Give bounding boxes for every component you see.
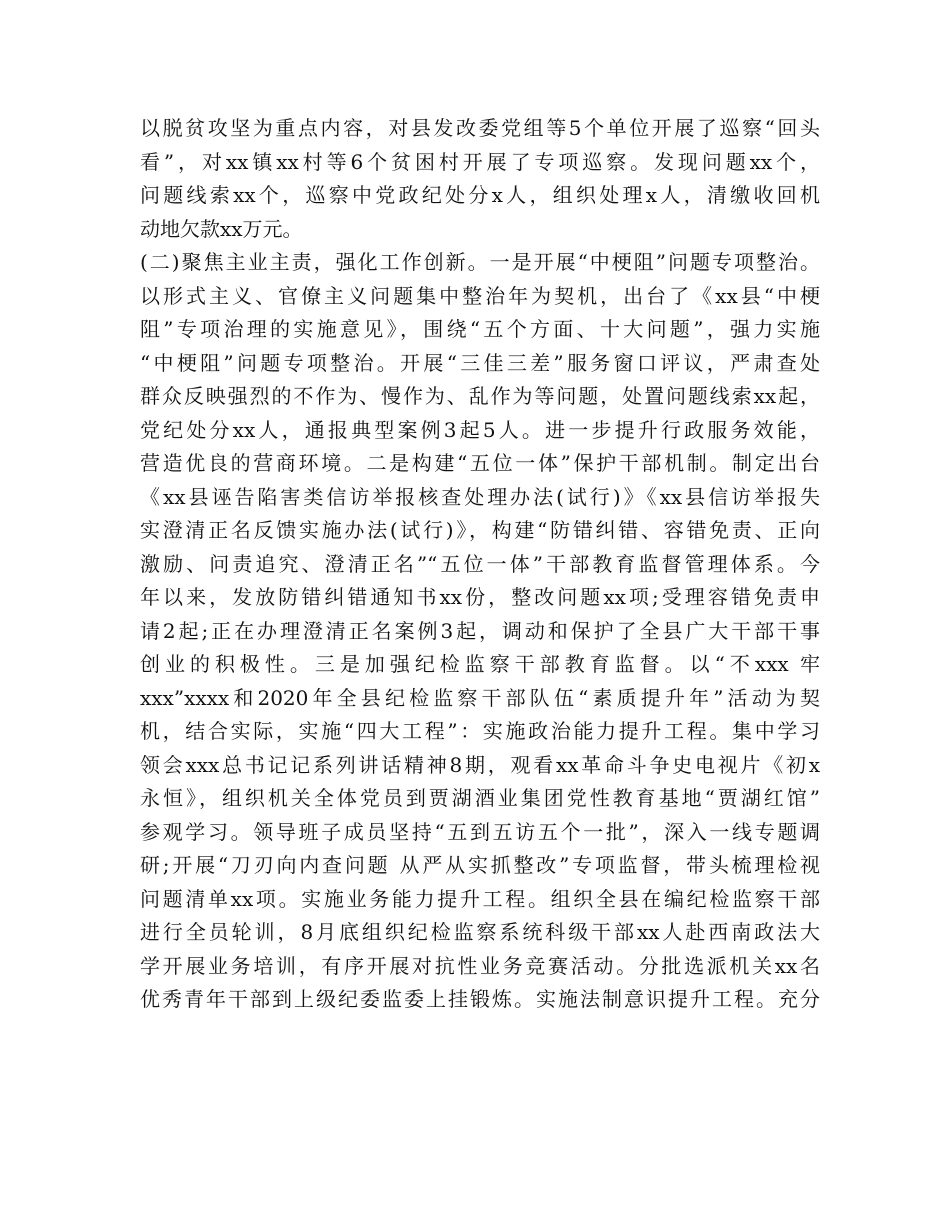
text-line: 问题清单xx项。实施业务能力提升工程。组织全县在编纪检监察干部 (140, 886, 820, 911)
text-line: 党纪处分xx人，通报典型案例3起5人。进一步提升行政服务效能， (140, 417, 820, 442)
text-line: 群众反映强烈的不作为、慢作为、乱作为等问题，处置问题线索xx起， (140, 384, 820, 408)
text-line: 创业的积极性。三是加强纪检监察干部教育监督。以“不xxx 牢 (140, 652, 820, 676)
text-line: 营造优良的营商环境。二是构建“五位一体”保护干部机制。制定出台 (140, 451, 820, 475)
text-line: 永恒》，组织机关全体党员到贾湖酒业集团党性教育基地“贾湖红馆” (140, 786, 820, 810)
text-line: 激励、问责追究、澄清正名”“五位一体”干部教育监督管理体系。今 (140, 551, 820, 576)
text-line: 看”，对xx镇xx村等6个贫困村开展了专项巡察。发现问题xx个， (140, 149, 820, 174)
body-text (140, 112, 820, 1017)
text-line: 问题线索xx个，巡察中党政纪处分x人，组织处理x人，清缴收回机 (140, 183, 820, 207)
text-line: 机，结合实际，实施“四大工程”：实施政治能力提升工程。集中学习 (140, 719, 820, 743)
text-line: 参观学习。领导班子成员坚持“五到五访五个一批”，深入一线专题调 (140, 819, 820, 844)
text-line: 以脱贫攻坚为重点内容，对县发改委党组等5个单位开展了巡察“回头 (140, 116, 820, 140)
text-line: 学开展业务培训，有序开展对抗性业务竞赛活动。分批选派机关xx名 (140, 953, 820, 978)
text-line: 动地欠款xx万元。 (140, 216, 303, 241)
text-line: 请2起;正在办理澄清正名案例3起，调动和保护了全县广大干部干事 (140, 618, 820, 643)
text-line: “中梗阻”问题专项整治。开展“三佳三差”服务窗口评议，严肃查处 (140, 350, 820, 375)
text-line: (二)聚焦主业主责，强化工作创新。一是开展“中梗阻”问题专项整治。 (140, 250, 820, 274)
text-line: 《xx县诬告陷害类信访举报核查处理办法(试行)》《xx县信访举报失 (140, 484, 820, 509)
text-line: 阻”专项治理的实施意见》，围绕“五个方面、十大问题”，强力实施 (140, 317, 820, 341)
text-line: 实澄清正名反馈实施办法(试行)》，构建“防错纠错、容错免责、正向 (140, 518, 820, 542)
text-line: 研;开展“刀刃向内查问题 从严从实抓整改”专项监督，带头梳理检视 (140, 853, 820, 877)
text-line: 优秀青年干部到上级纪委监委上挂锻炼。实施法制意识提升工程。充分 (140, 987, 820, 1011)
text-line: 年以来，发放防错纠错通知书xx份，整改问题xx项;受理容错免责申 (140, 585, 820, 609)
text-line: 进行全员轮训，8月底组织纪检监察系统科级干部xx人赴西南政法大 (140, 920, 820, 944)
text-line: 领会xxx总书记记系列讲话精神8期，观看xx革命斗争史电视片《初x (140, 752, 820, 777)
text-line: 以形式主义、官僚主义问题集中整治年为契机，出台了《xx县“中梗 (140, 283, 820, 308)
text-line: xxx”xxxx和2020年全县纪检监察干部队伍“素质提升年”活动为契 (140, 685, 820, 710)
